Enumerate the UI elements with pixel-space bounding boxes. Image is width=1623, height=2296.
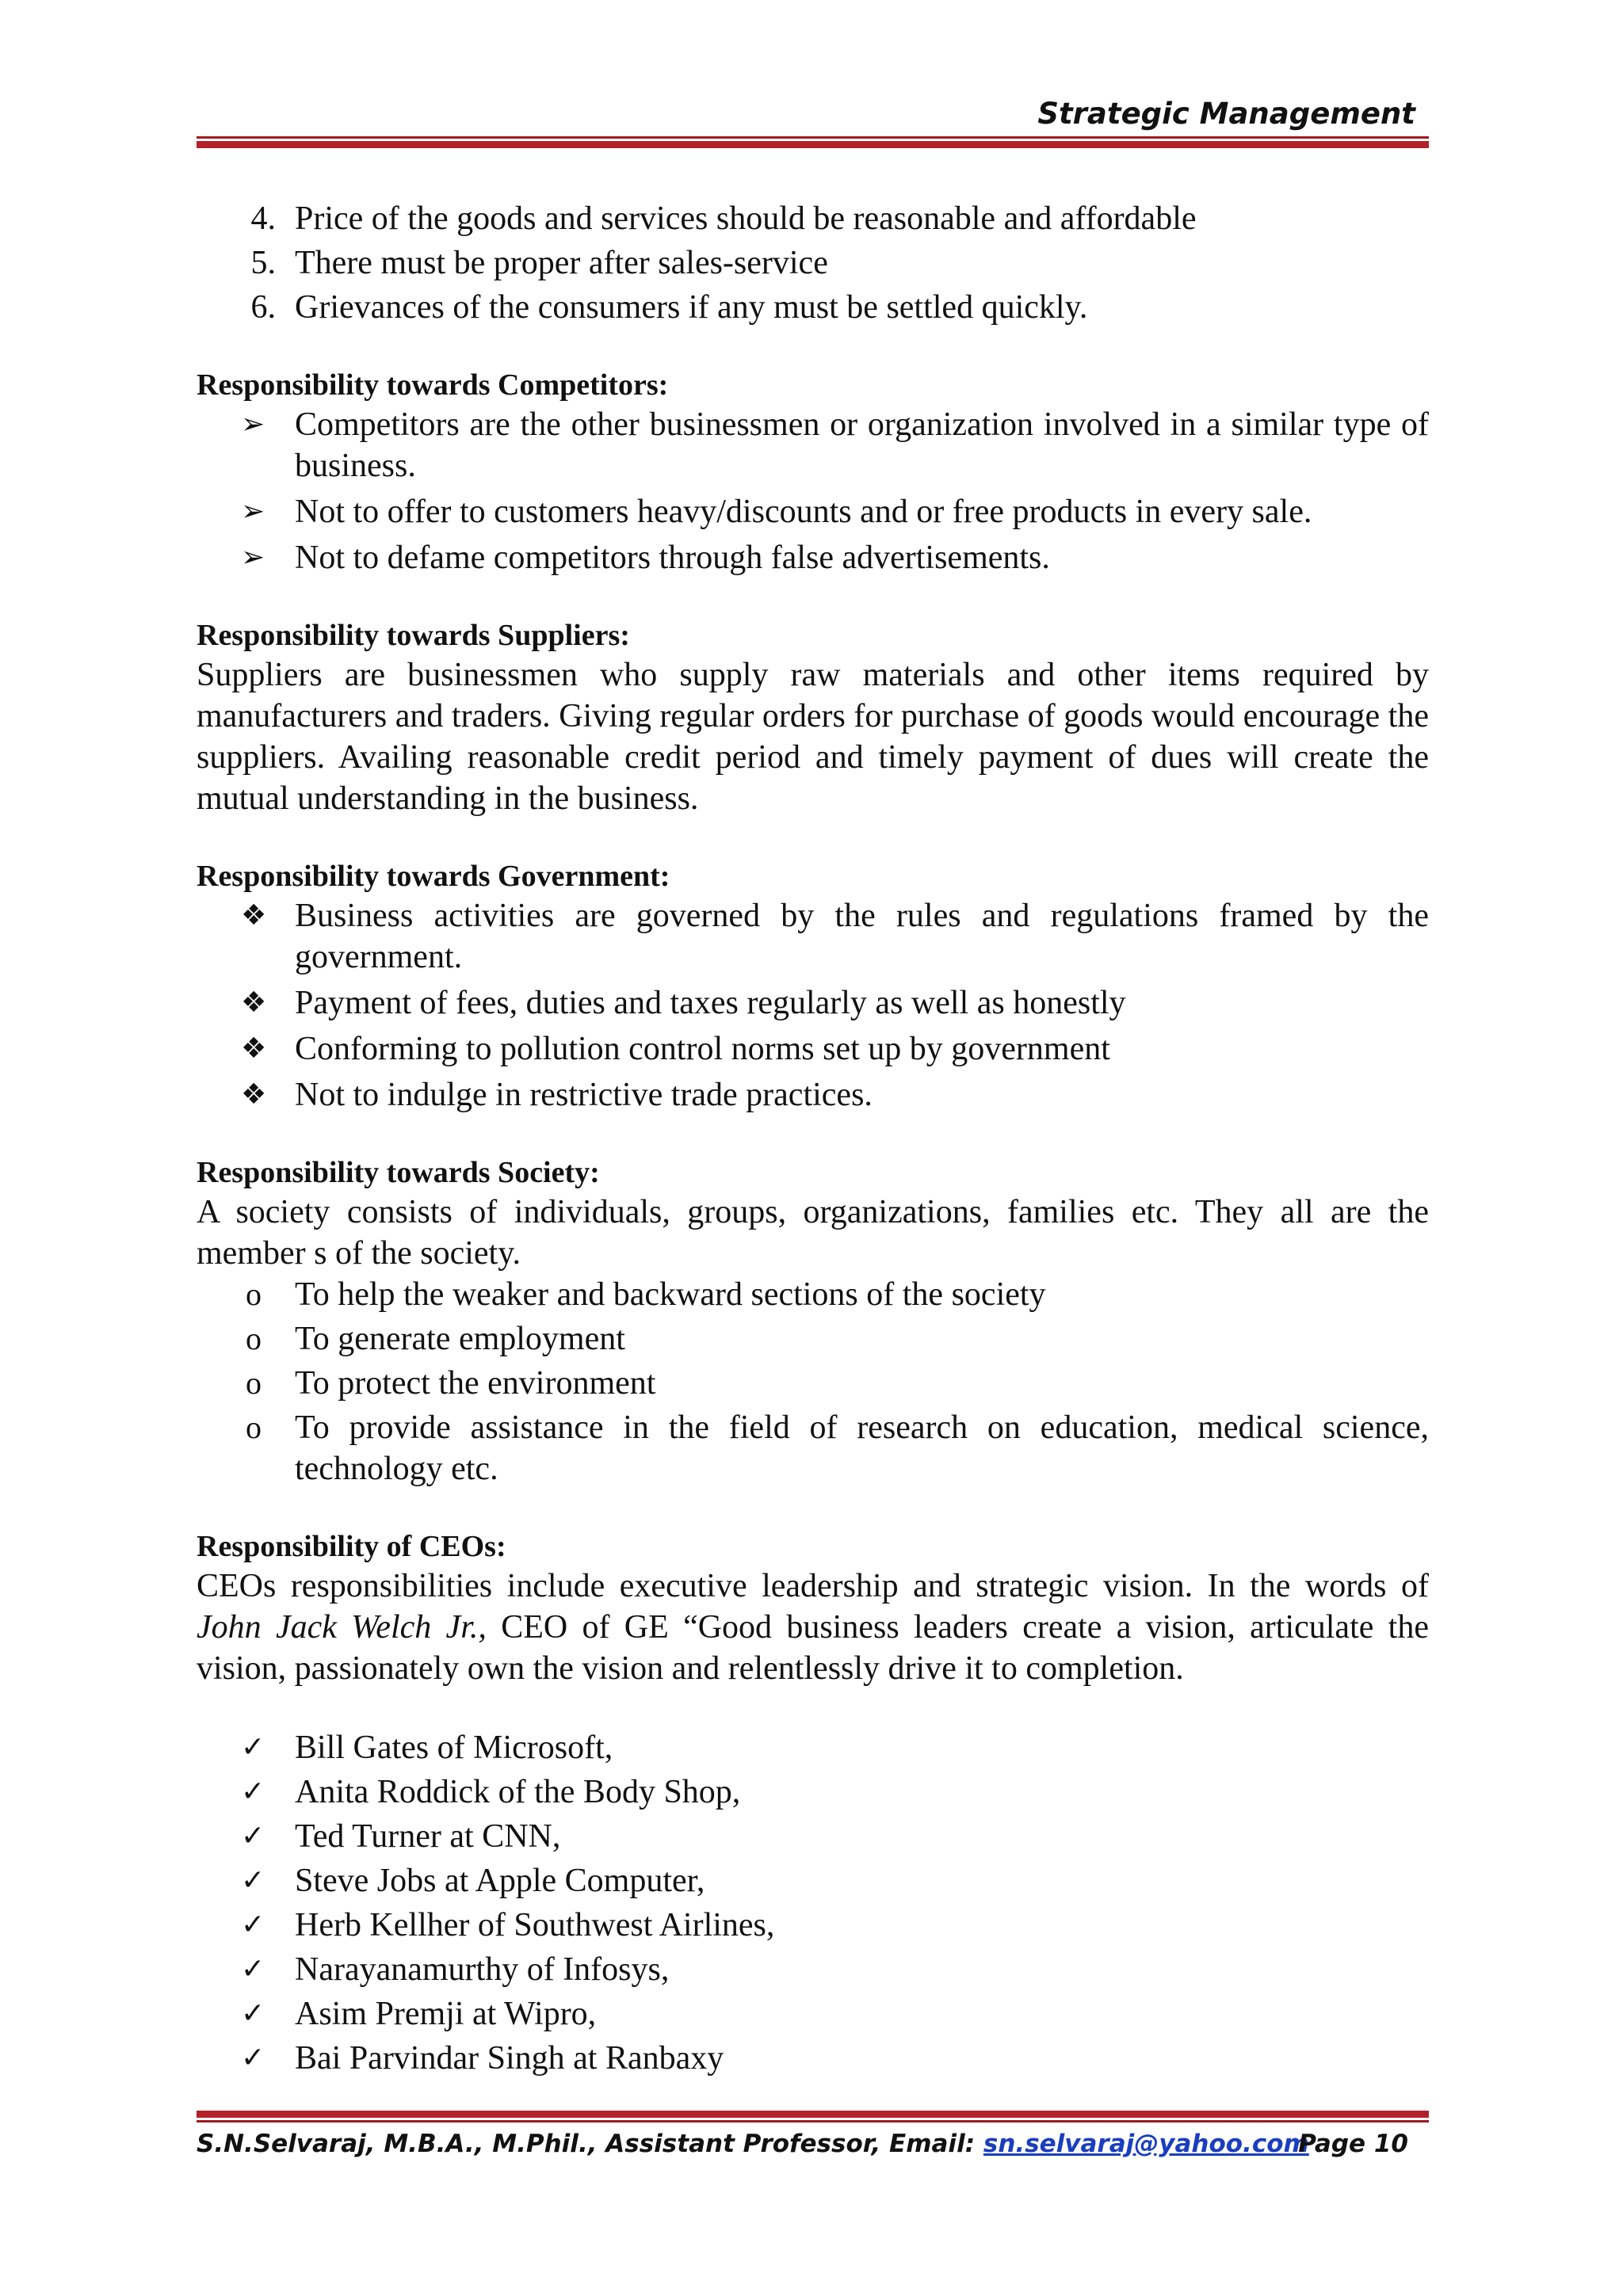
ceos-list (197, 1727, 1429, 2079)
ceos-text-before: CEOs responsibilities include executive leadership and strategic vision. In the words of (197, 1568, 1429, 1604)
circle-bullet-icon: o (246, 1365, 262, 1401)
government-list (197, 895, 1429, 1116)
list-item-text: Not to defame competitors through false advertisements. (295, 540, 1050, 576)
list-item-text: To help the weaker and backward sections of the society (295, 1276, 1046, 1313)
list-item (197, 1905, 1429, 1946)
checkmark-icon: ✓ (241, 1775, 265, 1808)
list-item-text: Herb Kellher of Southwest Airlines, (295, 1907, 775, 1943)
list-item-text: To provide assistance in the field of research on education, medical science, technology etc. (295, 1409, 1429, 1487)
list-item (197, 491, 1429, 532)
list-item-text: Competitors are the other businessmen or organization involved in a similar type of business. (295, 406, 1429, 484)
list-item-text: Grievances of the consumers if any must be settled quickly. (295, 289, 1088, 326)
circle-bullet-icon: o (246, 1276, 262, 1312)
checkmark-icon: ✓ (241, 2042, 265, 2074)
list-item-text: Bai Parvindar Singh at Ranbaxy (295, 2040, 724, 2077)
list-item-text: Narayanamurthy of Infosys, (295, 1951, 670, 1988)
list-item (197, 1772, 1429, 1813)
list-item (197, 1949, 1429, 1990)
society-list (197, 1274, 1429, 1489)
suppliers-paragraph: Suppliers are businessmen who supply raw materials and other items required by manufacturers and traders. Giving regular orders for purchase of goods would encourage the suppliers. Availing reasonable credit period and timely payment of dues will create the mutual understanding in the business. (197, 657, 1429, 817)
circle-bullet-icon: o (246, 1321, 262, 1356)
diamond-bullet-icon: ❖ (241, 986, 267, 1019)
list-item-text: Asim Premji at Wipro, (295, 1996, 597, 2032)
list-item (197, 1993, 1429, 2035)
list-item (197, 1860, 1429, 1901)
list-item (197, 1318, 1429, 1360)
competitors-list (197, 404, 1429, 578)
list-item (197, 404, 1429, 486)
section-heading-competitors: Responsibility towards Competitors: (197, 368, 669, 402)
list-item-text: Conforming to pollution control norms set up by government (295, 1031, 1110, 1067)
header-rule-thin (197, 136, 1429, 139)
list-item (197, 1363, 1429, 1404)
society-paragraph: A society consists of individuals, groups, organizations, families etc. They all are the member s of the society. (197, 1194, 1429, 1272)
list-item (197, 1028, 1429, 1070)
list-item (197, 287, 1429, 328)
header-rule-thick (197, 141, 1429, 148)
ceos-quote-author: John Jack Welch Jr., (197, 1609, 487, 1646)
list-item-text: Ted Turner at CNN, (295, 1818, 561, 1855)
circle-bullet-icon: o (246, 1409, 262, 1445)
checkmark-icon: ✓ (241, 1953, 265, 1985)
list-item-text: Price of the goods and services should be reasonable and affordable (295, 200, 1197, 237)
diamond-bullet-icon: ❖ (241, 899, 267, 932)
arrow-bullet-icon: ➢ (241, 408, 265, 441)
list-item (197, 1816, 1429, 1857)
page-number: Page 10 (1298, 2130, 1408, 2158)
checkmark-icon: ✓ (241, 1820, 265, 1852)
list-number: 5. (250, 245, 276, 281)
diamond-bullet-icon: ❖ (241, 1032, 267, 1065)
list-item (197, 1727, 1429, 1768)
ceos-paragraph (197, 1566, 1429, 1689)
checkmark-icon: ✓ (241, 1909, 265, 1941)
list-item-text: Payment of fees, duties and taxes regularly as well as honestly (295, 985, 1126, 1021)
arrow-bullet-icon: ➢ (241, 541, 265, 574)
list-item (197, 242, 1429, 284)
list-item (197, 1274, 1429, 1315)
checkmark-icon: ✓ (241, 1864, 265, 1897)
list-item (197, 895, 1429, 978)
footer-author: S.N.Selvaraj, M.B.A., M.Phil., Assistant Professor, Email: (197, 2130, 983, 2158)
list-item (197, 537, 1429, 578)
ceos-text-after: CEO of GE “Good business leaders create a vision, articulate the vision, passionately own the vision and relentlessly drive it to completion. (197, 1609, 1429, 1687)
numbered-list (197, 198, 1429, 328)
list-item (197, 982, 1429, 1024)
list-item (197, 198, 1429, 239)
list-item-text: Business activities are governed by the rules and regulations framed by the government. (295, 898, 1429, 975)
list-item-text: Anita Roddick of the Body Shop, (295, 1774, 741, 1810)
checkmark-icon: ✓ (241, 1997, 265, 2030)
checkmark-icon: ✓ (241, 1731, 265, 1764)
list-item-text: To generate employment (295, 1321, 625, 1357)
page-content (197, 198, 1429, 2079)
list-item-text: Steve Jobs at Apple Computer, (295, 1863, 705, 1899)
list-item (197, 1074, 1429, 1116)
page-header-title: Strategic Management (1037, 97, 1415, 131)
footer-rule-thin (197, 2120, 1429, 2122)
section-heading-suppliers: Responsibility towards Suppliers: (197, 619, 630, 652)
page-footer (197, 2130, 1429, 2158)
list-item-text: Bill Gates of Microsoft, (295, 1730, 613, 1766)
list-item-text: Not to indulge in restrictive trade practices. (295, 1077, 873, 1113)
section-heading-ceos: Responsibility of CEOs: (197, 1530, 506, 1563)
list-item-text: To protect the environment (295, 1365, 656, 1402)
footer-email-link[interactable]: sn.selvaraj@yahoo.com (983, 2130, 1309, 2158)
footer-rule-thick (197, 2111, 1429, 2118)
diamond-bullet-icon: ❖ (241, 1078, 267, 1111)
arrow-bullet-icon: ➢ (241, 495, 265, 528)
list-number: 6. (250, 289, 276, 326)
list-item (197, 1407, 1429, 1489)
list-item-text: Not to offer to customers heavy/discounts and or free products in every sale. (295, 494, 1312, 530)
list-item-text: There must be proper after sales-service (295, 245, 828, 281)
section-heading-government: Responsibility towards Government: (197, 860, 670, 893)
list-number: 4. (250, 200, 276, 237)
section-heading-society: Responsibility towards Society: (197, 1156, 600, 1189)
list-item (197, 2038, 1429, 2079)
